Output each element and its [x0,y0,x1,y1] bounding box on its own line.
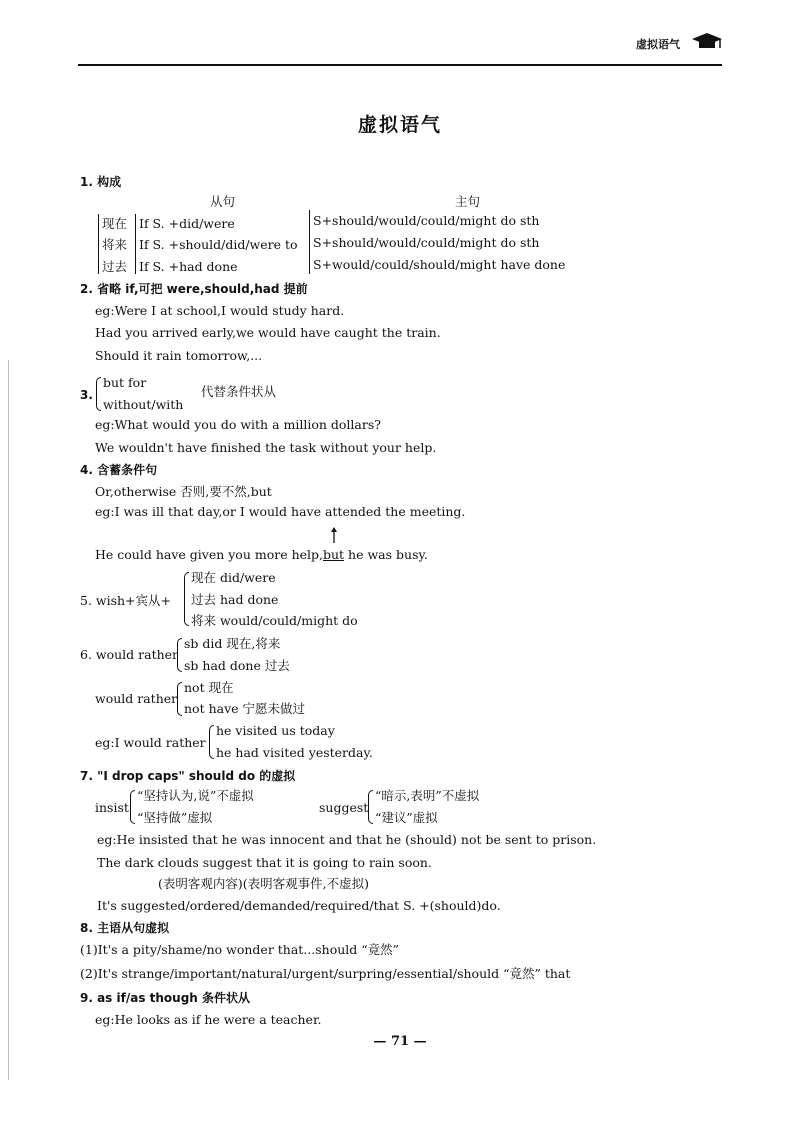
section-5-label: 5. wish+宾从+ [80,593,172,608]
margin-line [8,360,9,1080]
brace [177,638,182,672]
col-clause-header: 从句 [210,194,236,209]
s7-line-4: It's suggested/ordered/demanded/required/that S. +(should)do. [97,898,501,913]
table-border-mid [135,214,136,274]
but-underlined: but [323,547,345,562]
s3-note: 代替条件状从 [201,384,277,399]
s4-line-1: Or,otherwise 否则,要不然,but [95,484,272,499]
s5-option-2: 过去 had done [191,592,279,607]
s2-line-3: Should it rain tomorrow,... [95,348,263,363]
section-8-heading: 8. 主语从句虚拟 [80,921,170,935]
section-7-heading: 7. "I drop caps" should do 的虚拟 [80,769,296,783]
s6-option-4: not have 宁愿未做过 [184,701,306,716]
s9-line: eg:He looks as if he were a teacher. [95,1012,322,1027]
suggest-option-2: “建议”虚拟 [375,810,438,825]
s8-line-2: (2)It's strange/important/natural/urgent/surpring/essential/should “竟然” that [80,966,571,981]
insist-option-2: “坚持做”虚拟 [137,810,213,825]
s4-line-2: eg:I was ill that day,or I would have attended the meeting. [95,504,466,519]
suggest-option-1: “暗示,表明”不虚拟 [375,788,480,803]
tense-future: 将来 [102,237,128,252]
s5-option-1: 现在 did/were [191,570,276,585]
s2-line-1: eg:Were I at school,I would study hard. [95,303,345,318]
table-border-left [98,214,99,274]
s3-line-1: eg:What would you do with a million dollars? [95,417,381,432]
header-label: 虚拟语气 [636,38,680,51]
brace [177,682,182,716]
s6-label-2: would rather [95,691,178,706]
s3-line-2: We wouldn't have finished the task without your help. [95,440,437,455]
s3-option-1: but for [103,375,147,390]
page-title: 虚拟语气 [357,114,442,136]
section-6-label: 6. would rather [80,647,179,662]
clause-past: If S. +had done [139,259,238,274]
s7-line-2: The dark clouds suggest that it is going to rain soon. [97,855,432,870]
col-main-header: 主句 [455,194,481,209]
brace [96,377,101,411]
header-rule [78,64,722,66]
s6-option-5: he visited us today [216,723,335,738]
section-2-heading: 2. 省略 if,可把 were,should,had 提前 [80,282,308,296]
s6-option-1: sb did 现在,将来 [184,636,281,651]
main-future: S+should/would/could/might do sth [313,235,540,250]
graduation-cap-icon [690,30,724,52]
main-present: S+should/would/could/might do sth [313,213,540,228]
main-past: S+would/could/should/might have done [313,257,566,272]
tense-present: 现在 [102,216,128,231]
section-3-number: 3. [80,388,93,402]
s7-line-3: (表明客观内容)(表明客观事件,不虚拟) [158,876,369,891]
clause-present: If S. +did/were [139,216,235,231]
clause-future: If S. +should/did/were to [139,237,298,252]
s8-line-1: (1)It's a pity/shame/no wonder that...should “竟然” [80,942,400,957]
s6-option-3: not 现在 [184,680,234,695]
section-4-heading: 4. 含蓄条件句 [80,463,158,477]
tense-past: 过去 [102,259,128,274]
up-arrow-icon [329,527,339,543]
insist-label: insist [95,800,129,815]
s3-option-2: without/with [103,397,184,412]
s6-option-6: he had visited yesterday. [216,745,373,760]
s6-option-2: sb had done 过去 [184,658,290,673]
s5-option-3: 将来 would/could/might do [191,613,358,628]
insist-option-1: “坚持认为,说”不虚拟 [137,788,254,803]
brace [130,790,135,824]
section-9-heading: 9. as if/as though 条件状从 [80,991,251,1005]
s2-line-2: Had you arrived early,we would have caught the train. [95,325,441,340]
brace [368,790,373,824]
table-border-right [309,210,310,274]
s7-line-1: eg:He insisted that he was innocent and that he (should) not be sent to prison. [97,832,597,847]
page-number: — 71 — [373,1034,427,1049]
suggest-label: suggest [319,800,369,815]
s6-label-3: eg:I would rather [95,735,206,750]
section-1-heading: 1. 构成 [80,175,122,189]
brace [209,725,214,759]
s4-line-3: He could have given you more help,but he was busy. [95,547,428,562]
brace [184,572,189,626]
